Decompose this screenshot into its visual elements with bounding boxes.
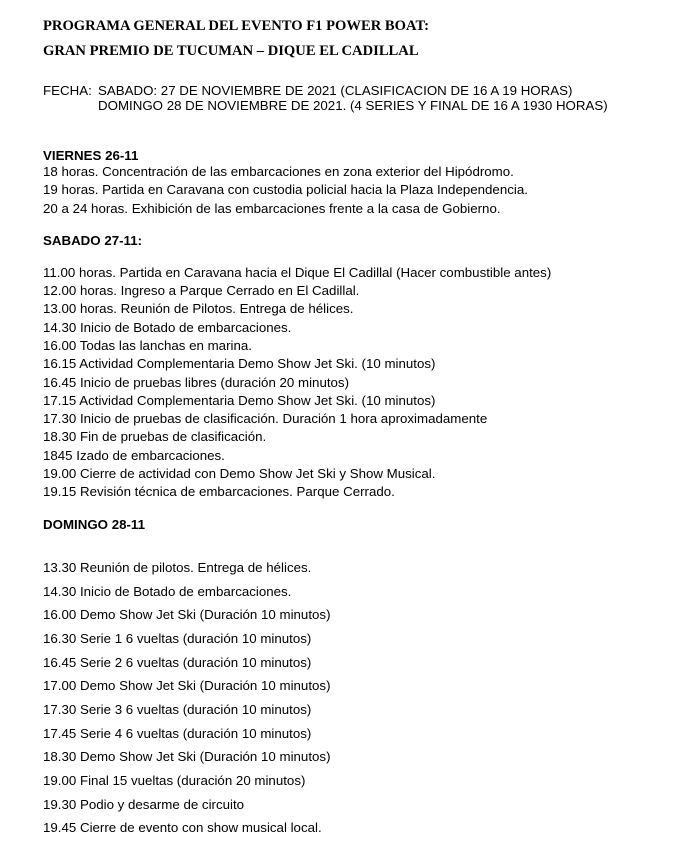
schedule-item: 19.00 Final 15 vueltas (duración 20 minutos) [43, 773, 306, 788]
schedule-item: 17.30 Serie 3 6 vueltas (duración 10 minutos) [43, 702, 312, 717]
schedule-item: 19.00 Cierre de actividad con Demo Show Jet Ski y Show Musical. [43, 466, 436, 481]
schedule-item: 19.15 Revisión técnica de embarcaciones. Parque Cerrado. [43, 484, 395, 499]
schedule-item: 14.30 Inicio de Botado de embarcaciones. [43, 584, 292, 599]
schedule-item: 18.30 Fin de pruebas de clasificación. [43, 429, 267, 444]
schedule-item: 17.30 Inicio de pruebas de clasificación. Duración 1 hora aproximadamente [43, 411, 488, 426]
schedule-item: 19.45 Cierre de evento con show musical local. [43, 820, 322, 835]
schedule-item: 17.15 Actividad Complementaria Demo Show Jet Ski. (10 minutos) [43, 393, 436, 408]
schedule-item: 17.00 Demo Show Jet Ski (Duración 10 minutos) [43, 678, 331, 693]
schedule-item: 16.45 Serie 2 6 vueltas (duración 10 minutos) [43, 655, 312, 670]
schedule-item: 1845 Izado de embarcaciones. [43, 448, 225, 463]
schedule-item: 18.30 Demo Show Jet Ski (Duración 10 minutos) [43, 749, 331, 764]
fecha-label: FECHA: [43, 83, 92, 98]
schedule-item: 13.30 Reunión de pilotos. Entrega de hélices. [43, 560, 312, 575]
schedule-item: 16.00 Demo Show Jet Ski (Duración 10 minutos) [43, 607, 331, 622]
schedule-item: 16.15 Actividad Complementaria Demo Show Jet Ski. (10 minutos) [43, 356, 436, 371]
fecha-sunday: DOMINGO 28 DE NOVIEMBRE DE 2021. (4 SERIES Y FINAL DE 16 A 1930 HORAS) [98, 98, 608, 113]
schedule-item: 19 horas. Partida en Caravana con custodia policial hacia la Plaza Independencia. [43, 182, 528, 197]
schedule-item: 20 a 24 horas. Exhibición de las embarcaciones frente a la casa de Gobierno. [43, 201, 501, 216]
document-title-line-2: GRAN PREMIO DE TUCUMAN – DIQUE EL CADILLAL [43, 43, 419, 59]
schedule-item: 12.00 horas. Ingreso a Parque Cerrado en El Cadillal. [43, 283, 360, 298]
schedule-item: 13.00 horas. Reunión de Pilotos. Entrega de hélices. [43, 301, 354, 316]
section-heading: VIERNES 26-11 [43, 148, 139, 163]
schedule-item: 17.45 Serie 4 6 vueltas (duración 10 minutos) [43, 726, 312, 741]
schedule-item: 16.45 Inicio de pruebas libres (duración 20 minutos) [43, 375, 350, 390]
schedule-item: 14.30 Inicio de Botado de embarcaciones. [43, 320, 292, 335]
schedule-item: 19.30 Podio y desarme de circuito [43, 797, 245, 812]
schedule-item: 18 horas. Concentración de las embarcaciones en zona exterior del Hipódromo. [43, 164, 514, 179]
section-heading: SABADO 27-11: [43, 233, 143, 248]
schedule-item: 11.00 horas. Partida en Caravana hacia el Dique El Cadillal (Hacer combustible antes) [43, 265, 552, 280]
schedule-item: 16.00 Todas las lanchas en marina. [43, 338, 252, 353]
schedule-item: 16.30 Serie 1 6 vueltas (duración 10 minutos) [43, 631, 312, 646]
document-title-line-1: PROGRAMA GENERAL DEL EVENTO F1 POWER BOAT: [43, 18, 429, 34]
section-heading: DOMINGO 28-11 [43, 517, 145, 532]
fecha-saturday: SABADO: 27 DE NOVIEMBRE DE 2021 (CLASIFICACION DE 16 A 19 HORAS) [98, 83, 573, 98]
